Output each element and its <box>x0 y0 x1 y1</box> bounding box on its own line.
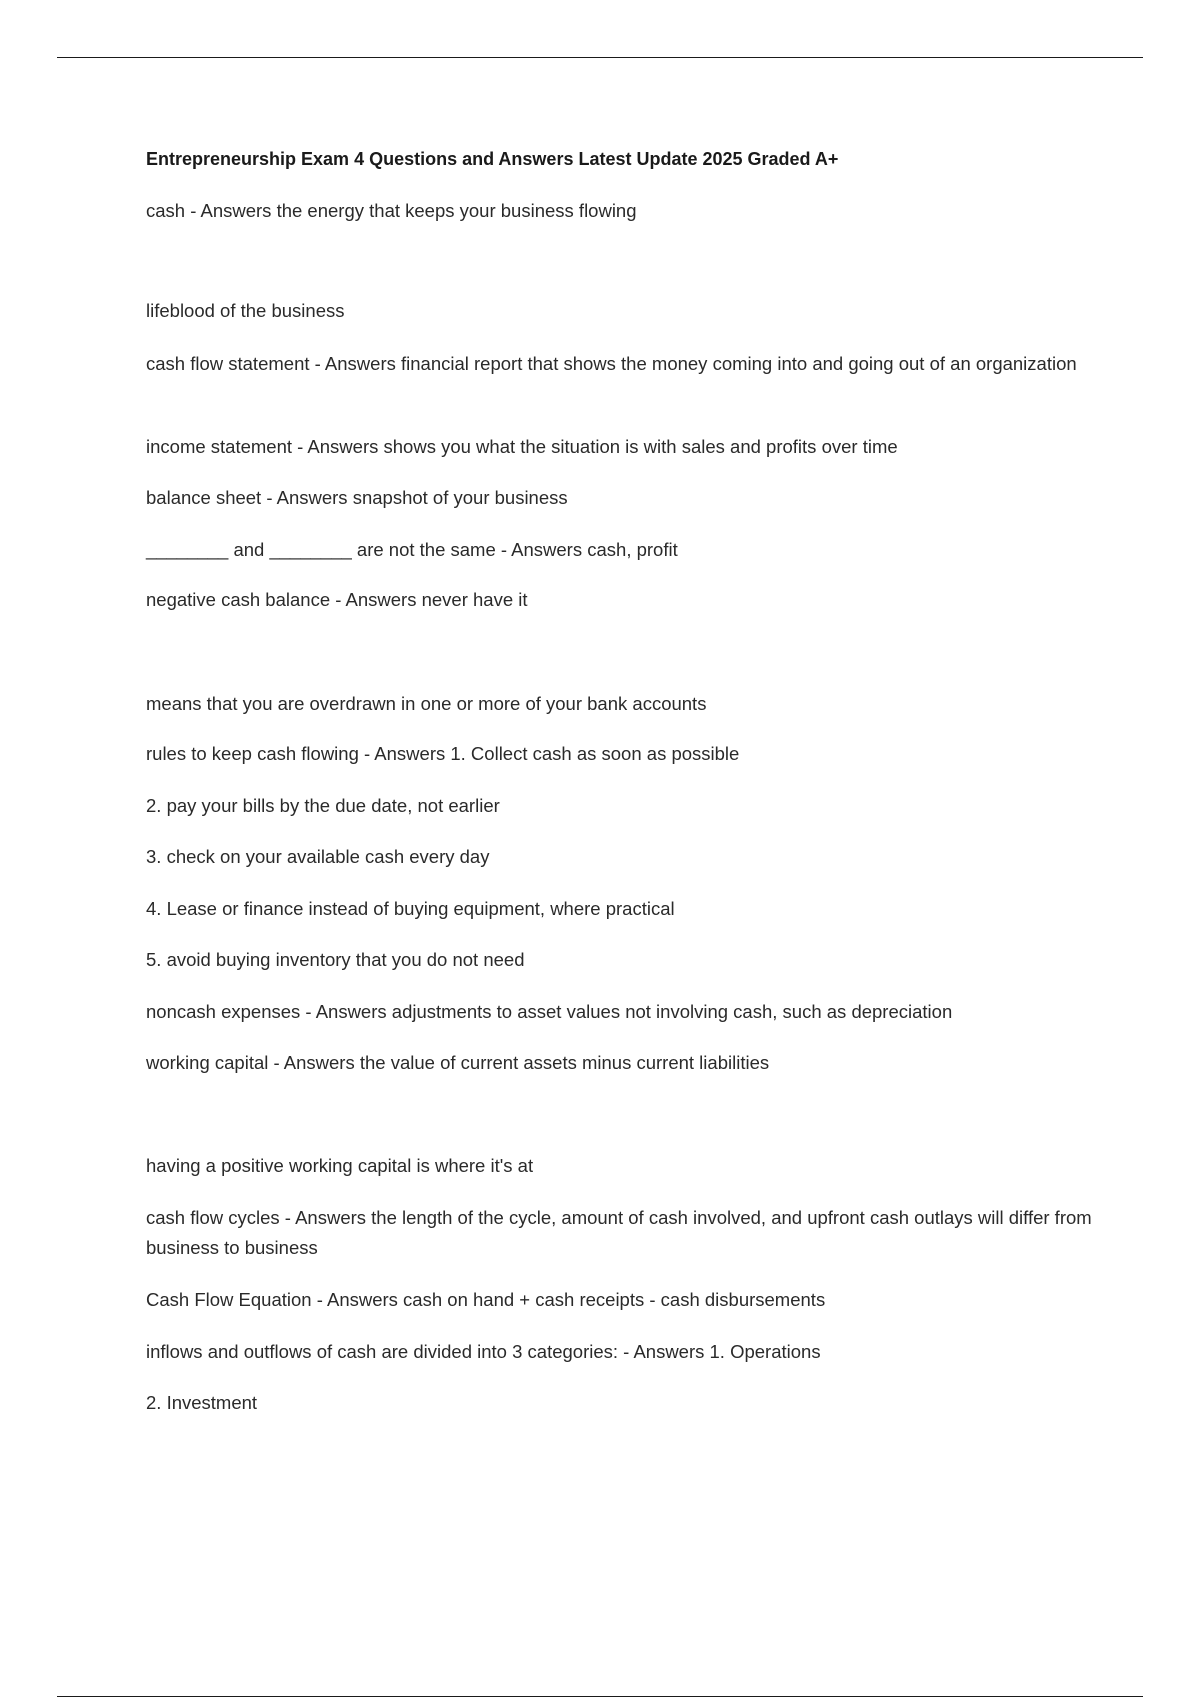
text-line: 2. Investment <box>146 1392 258 1413</box>
text-line: means that you are overdrawn in one or more of your bank accounts <box>146 693 707 714</box>
text-line: rules to keep cash flowing - Answers 1. Collect cash as soon as possible <box>146 743 740 764</box>
text-line: ________ and ________ are not the same - Answers cash, profit <box>146 539 678 560</box>
text-line: noncash expenses - Answers adjustments to asset values not involving cash, such as depreciation <box>146 1001 953 1022</box>
text-line: negative cash balance - Answers never have it <box>146 589 528 610</box>
text-line: 3. check on your available cash every day <box>146 846 490 867</box>
text-line: Cash Flow Equation - Answers cash on hand + cash receipts - cash disbursements <box>146 1289 826 1310</box>
text-line: working capital - Answers the value of current assets minus current liabilities <box>146 1052 770 1073</box>
text-line: cash flow statement - Answers financial report that shows the money coming into and going out of an organization <box>146 353 1077 374</box>
document-title: Entrepreneurship Exam 4 Questions and Answers Latest Update 2025 Graded A+ <box>146 149 839 169</box>
text-line: income statement - Answers shows you what the situation is with sales and profits over time <box>146 436 898 457</box>
text-line: lifeblood of the business <box>146 300 345 321</box>
text-line: 4. Lease or finance instead of buying equipment, where practical <box>146 898 675 919</box>
text-line: inflows and outflows of cash are divided into 3 categories: - Answers 1. Operations <box>146 1341 821 1362</box>
text-line: balance sheet - Answers snapshot of your business <box>146 487 568 508</box>
text-line: 5. avoid buying inventory that you do not need <box>146 949 525 970</box>
bottom-rule <box>57 1696 1143 1697</box>
text-line: 2. pay your bills by the due date, not earlier <box>146 795 500 816</box>
text-line: cash - Answers the energy that keeps your business flowing <box>146 200 637 221</box>
text-line: cash flow cycles - Answers the length of the cycle, amount of cash involved, and upfront cash outlays will differ from business to business <box>146 1207 1092 1258</box>
text-line: having a positive working capital is where it's at <box>146 1155 534 1176</box>
top-rule <box>57 57 1143 58</box>
